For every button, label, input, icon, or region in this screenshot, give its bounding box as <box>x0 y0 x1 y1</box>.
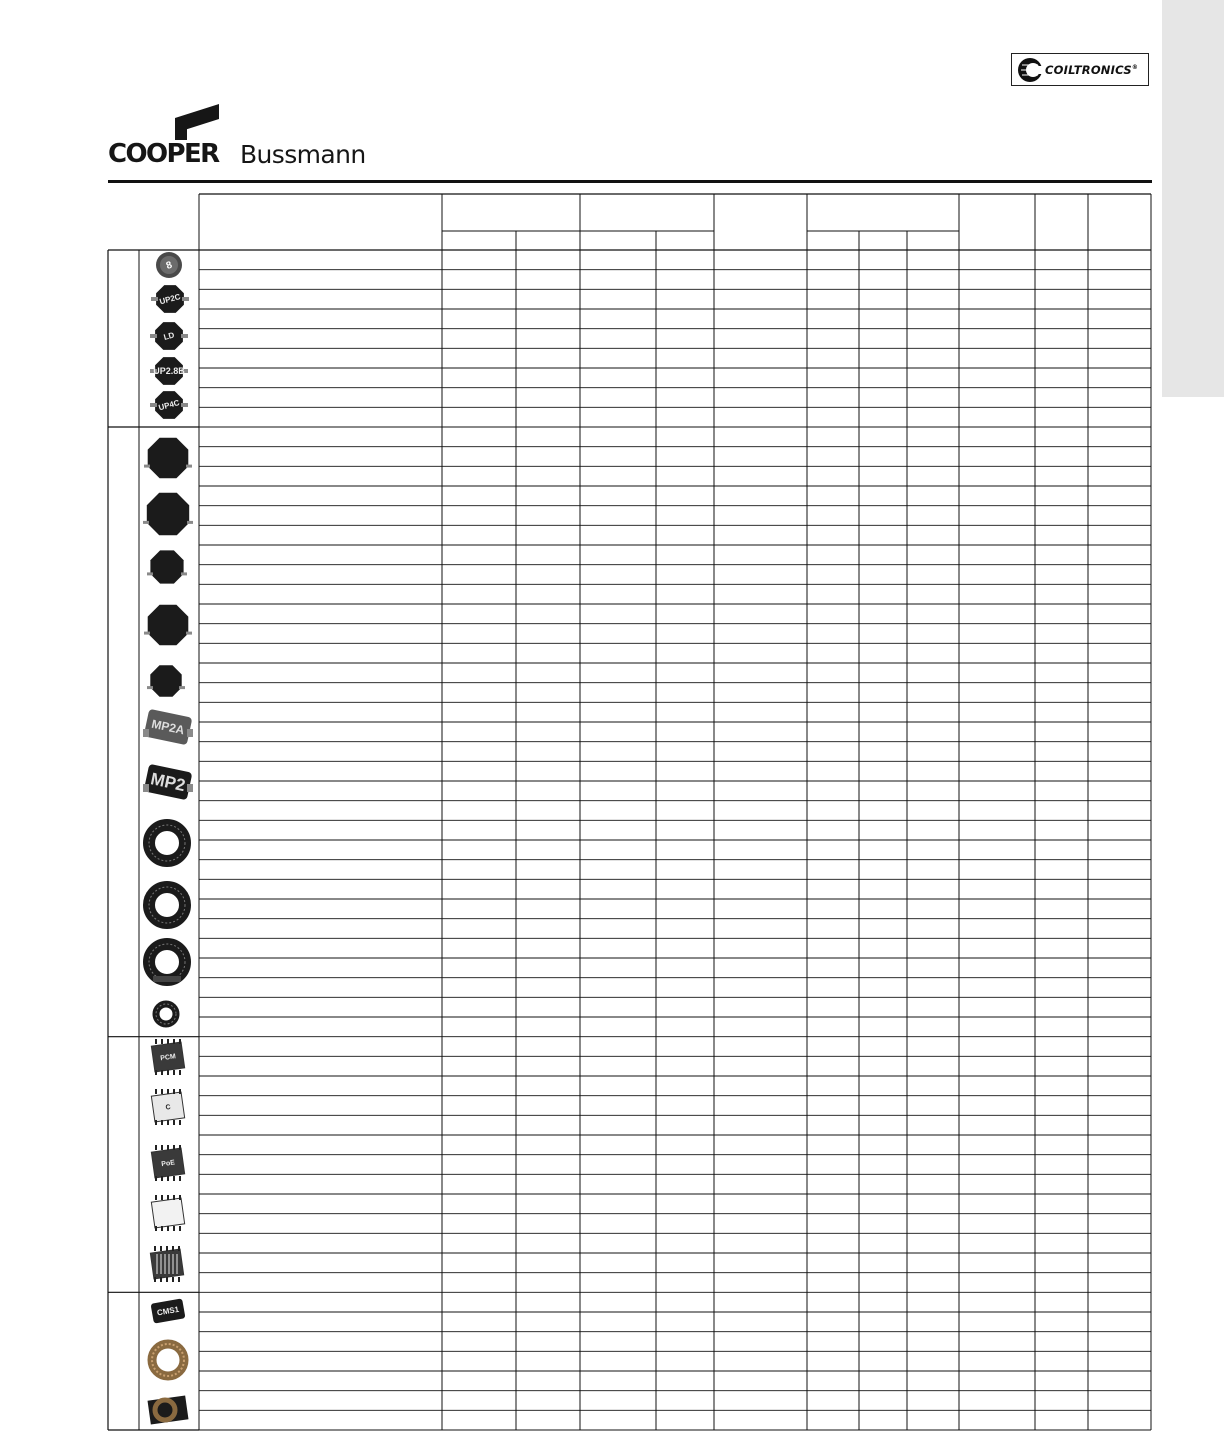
octagon-inductor-small-icon <box>147 550 187 583</box>
svg-text:MP2A: MP2A <box>150 716 186 738</box>
coil-transformer-icon <box>150 1246 183 1282</box>
poe-transformer-icon <box>151 1145 184 1181</box>
up4c-inductor-icon <box>150 391 188 419</box>
octagon-inductor-medium-icon <box>144 605 192 646</box>
smt-transformer-pcm-icon <box>151 1039 184 1075</box>
up2-8b-inductor-icon <box>150 357 188 385</box>
toroid-vertical-icon <box>149 825 185 861</box>
svg-text:PCM: PCM <box>159 1053 177 1063</box>
svg-text:8: 8 <box>164 259 174 272</box>
octagon-inductor-large-icon <box>144 438 192 479</box>
multi-pin-transformer-icon <box>151 1195 184 1231</box>
svg-text:PoE: PoE <box>160 1159 176 1169</box>
toroid-choke-icon <box>152 1344 184 1376</box>
toroid-mounted-icon <box>149 944 185 982</box>
mp2-inductor-icon <box>143 764 193 801</box>
smt-transformer-white-icon <box>151 1089 184 1125</box>
ld-inductor-icon <box>150 322 188 350</box>
svg-text:CMS1: CMS1 <box>156 1304 180 1318</box>
round-inductor-icon <box>156 252 182 278</box>
up2c-inductor-icon <box>151 285 189 313</box>
octagon-inductor-tiny-icon <box>147 665 185 696</box>
svg-text:UP2C: UP2C <box>158 292 182 307</box>
common-mode-choke-icon <box>148 1395 189 1424</box>
cooper-wordmark: COOPER <box>108 139 219 169</box>
mp2a-inductor-icon <box>143 709 193 746</box>
bussmann-wordmark: Bussmann <box>240 140 366 169</box>
svg-text:UP4C: UP4C <box>157 398 181 413</box>
cms1-choke-icon <box>151 1298 186 1323</box>
svg-text:C: C <box>165 1104 172 1112</box>
octagon-inductor-icon <box>143 493 193 535</box>
svg-text:LD: LD <box>162 330 176 342</box>
svg-text:MP2: MP2 <box>148 769 188 796</box>
svg-text:UP2.8B: UP2.8B <box>153 366 185 376</box>
coiltronics-wordmark: COILTRONICS® <box>1045 63 1139 77</box>
toroid-small-icon <box>156 1004 176 1024</box>
toroid-flat-icon <box>149 887 185 923</box>
